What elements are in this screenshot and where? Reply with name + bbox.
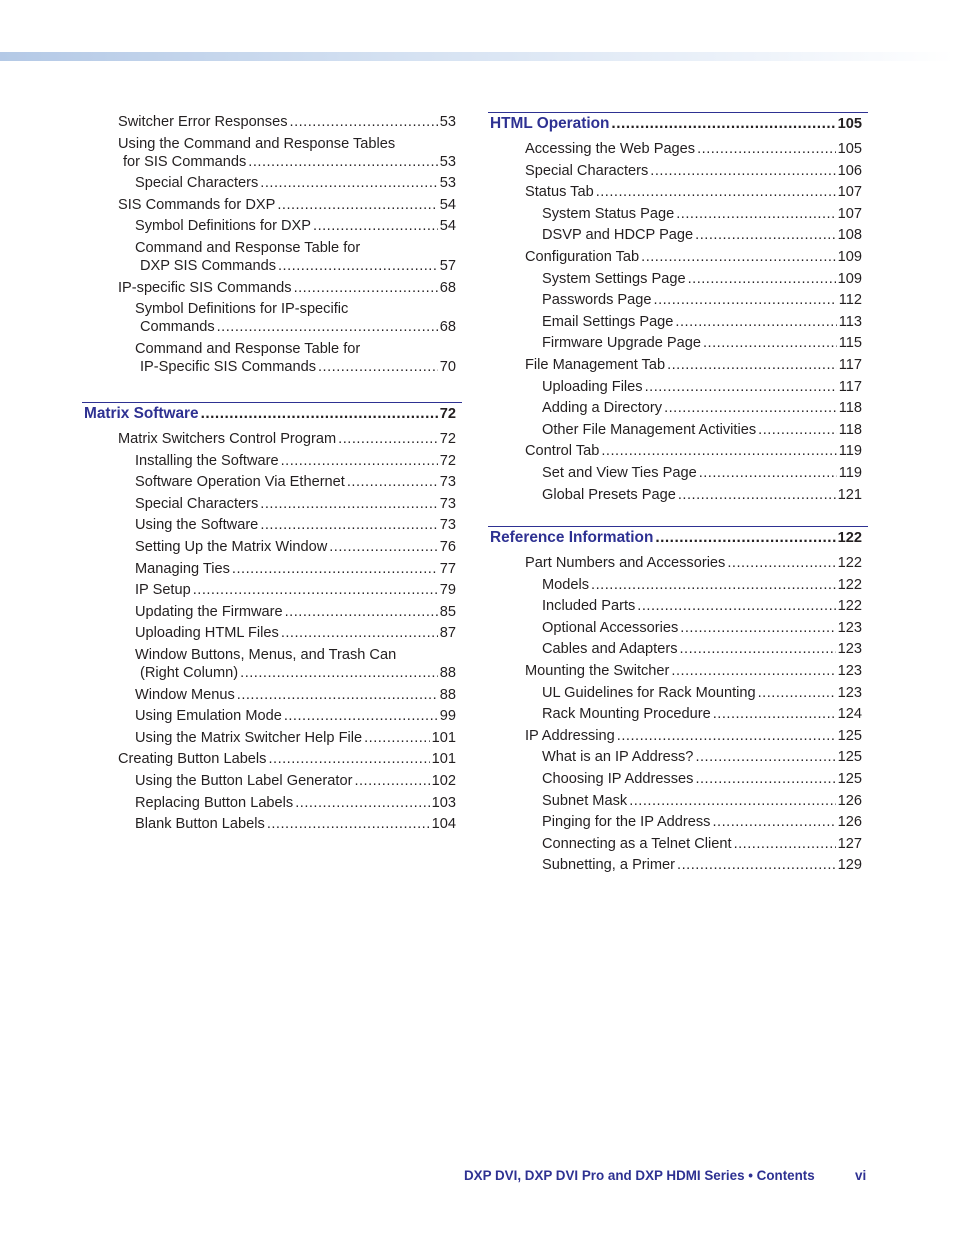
toc-entry[interactable] [542, 770, 862, 788]
toc-entry[interactable] [525, 162, 862, 180]
toc-page-number: 123 [837, 619, 862, 636]
toc-page-number: 68 [439, 319, 456, 336]
dot-leader [645, 378, 837, 396]
toc-page-number: 88 [439, 686, 456, 703]
dot-leader [734, 835, 836, 853]
toc-page-number: 119 [838, 465, 862, 481]
toc-page-number: 113 [838, 313, 862, 330]
dot-leader [232, 560, 438, 578]
toc-page-number: 54 [439, 196, 456, 213]
toc-page-number: 108 [837, 227, 862, 244]
toc-entry-title: Using the Software [135, 517, 259, 534]
toc-entry-title: IP-Specific SIS Commands [140, 358, 316, 375]
toc-page-number: 103 [431, 794, 456, 811]
dot-leader [699, 464, 837, 482]
toc-entry[interactable] [135, 452, 456, 470]
toc-page-number: 126 [837, 814, 862, 831]
toc-entry-title: Email Settings Page [542, 313, 674, 330]
toc-page-number: 57 [439, 258, 456, 274]
toc-page-number: 76 [439, 539, 456, 555]
toc-page-number: 115 [838, 335, 862, 352]
toc-entry-title: DSVP and HDCP Page [542, 227, 694, 244]
toc-page-number: 73 [439, 495, 456, 512]
dot-leader [248, 153, 437, 171]
toc-entry-title: Choosing IP Addresses [542, 771, 694, 787]
dot-leader [193, 581, 438, 599]
toc-entry-title: Status Tab [525, 184, 594, 201]
dot-leader [240, 664, 438, 682]
toc-entry[interactable] [542, 334, 862, 352]
dot-leader [671, 662, 835, 680]
dot-leader [277, 196, 437, 214]
toc-entry-title: Creating Button Labels [118, 751, 267, 768]
toc-entry[interactable] [135, 239, 456, 275]
toc-entry-title: Rack Mounting Procedure [542, 706, 711, 723]
dot-leader [601, 442, 836, 460]
dot-leader [680, 640, 836, 658]
toc-entry[interactable] [118, 135, 456, 171]
toc-entry-title: Window Buttons, Menus, and Trash Can [135, 647, 397, 663]
toc-entry-title: Using the Matrix Switcher Help File [135, 729, 363, 746]
toc-page-number: 109 [837, 249, 862, 265]
footer-title: DXP DVI, DXP DVI Pro and DXP HDMI Series • Contents [464, 1168, 815, 1183]
dot-leader [712, 813, 835, 831]
toc-entry-title: File Management Tab [525, 357, 666, 373]
toc-entry[interactable] [135, 473, 456, 491]
toc-page-number: 122 [837, 598, 862, 615]
toc-page-number: 70 [439, 358, 456, 375]
toc-entry-title: Mounting the Switcher [525, 663, 670, 679]
toc-page-number: 125 [837, 771, 862, 787]
dot-leader [596, 183, 836, 201]
toc-entry-title: Command and Response Table for [135, 240, 361, 256]
dot-leader [260, 495, 437, 513]
toc-entry-title: Pinging for the IP Address [542, 814, 711, 831]
toc-page-number: 121 [837, 486, 862, 503]
section-heading[interactable] [488, 112, 868, 133]
toc-page-number: 53 [439, 175, 456, 192]
toc-entry[interactable] [118, 279, 456, 297]
toc-entry[interactable] [525, 248, 862, 266]
toc-entry[interactable] [525, 442, 862, 460]
dot-leader [201, 405, 438, 423]
dot-leader [281, 452, 438, 470]
toc-page-number: 102 [431, 773, 456, 789]
toc-entry-title: Special Characters [525, 162, 649, 179]
toc-entry-title: Firmware Upgrade Page [542, 335, 701, 352]
dot-leader [688, 270, 836, 288]
toc-entry-title: Optional Accessories [542, 619, 679, 636]
toc-entry[interactable] [525, 356, 862, 374]
dot-leader [695, 770, 835, 788]
toc-page-number: 112 [838, 292, 862, 309]
dot-leader [697, 140, 836, 158]
toc-page-number: 79 [439, 582, 456, 599]
toc-entry[interactable] [135, 581, 456, 599]
dot-leader [654, 291, 837, 309]
toc-entry[interactable] [118, 196, 456, 214]
toc-page-number: 123 [837, 641, 862, 658]
section-page-number: 105 [837, 116, 862, 132]
dot-leader [591, 576, 836, 594]
toc-page-number: 118 [838, 421, 862, 438]
toc-entry-title: System Settings Page [542, 270, 686, 287]
toc-entry-title: Connecting as a Telnet Client [542, 835, 732, 852]
toc-entry-title: Global Presets Page [542, 486, 676, 503]
toc-entry[interactable] [542, 792, 862, 810]
section-heading[interactable] [488, 526, 868, 547]
toc-entry-title: Using Emulation Mode [135, 708, 282, 725]
toc-page-number: 73 [439, 517, 456, 534]
toc-page-number: 73 [439, 474, 456, 491]
toc-page-number: 72 [439, 452, 456, 469]
toc-entry-title: Adding a Directory [542, 400, 663, 417]
toc-entry[interactable] [542, 619, 862, 637]
toc-page-number: 101 [431, 729, 456, 746]
dot-leader [281, 624, 438, 642]
toc-entry-title: Included Parts [542, 598, 636, 615]
toc-entry-title: Updating the Firmware [135, 603, 283, 620]
toc-entry[interactable] [135, 217, 456, 235]
section-title: HTML Operation [490, 115, 610, 132]
dot-leader [347, 473, 438, 491]
toc-entry-title: Part Numbers and Accessories [525, 555, 726, 571]
toc-page-number: 122 [837, 576, 862, 593]
dot-leader [354, 772, 429, 790]
toc-entry[interactable] [542, 640, 862, 658]
toc-page-number: 129 [837, 857, 862, 874]
toc-entry[interactable] [542, 835, 862, 853]
toc-entry-title: Replacing Button Labels [135, 794, 294, 811]
toc-entry-title: Other File Management Activities [542, 421, 757, 438]
toc-page-number: 87 [439, 625, 456, 642]
toc-entry-title: Installing the Software [135, 452, 279, 469]
toc-entry-title: IP Setup [135, 582, 191, 599]
toc-page-number: 127 [837, 835, 862, 852]
dot-leader [278, 257, 438, 275]
toc-page-number: 105 [837, 141, 862, 157]
section-page-number: 72 [439, 406, 456, 422]
section-page-number: 122 [837, 530, 862, 546]
toc-entry-title: Blank Button Labels [135, 816, 265, 833]
toc-entry-title: Cables and Adapters [542, 641, 678, 658]
dot-leader [629, 792, 835, 810]
toc-entry[interactable] [542, 270, 862, 288]
toc-entry-title: Uploading Files [542, 378, 643, 395]
toc-page-number: 122 [837, 555, 862, 571]
toc-entry[interactable] [135, 495, 456, 513]
toc-entry-title: What is an IP Address? [542, 749, 694, 766]
toc-page-number: 88 [439, 665, 456, 681]
toc-entry[interactable] [135, 174, 456, 192]
toc-page-number: 53 [439, 153, 456, 170]
toc-page-number: 109 [837, 270, 862, 287]
toc-entry[interactable] [525, 554, 862, 572]
toc-page-number: 53 [439, 114, 456, 130]
toc-entry-title: DXP SIS Commands [140, 258, 276, 274]
toc-entry-title: Subnetting, a Primer [542, 857, 676, 874]
dot-leader [290, 113, 438, 131]
dot-leader [260, 516, 437, 534]
toc-page-number: 104 [431, 816, 456, 833]
dot-leader [267, 815, 430, 833]
toc-entry-title: Symbol Definitions for IP-specific [135, 301, 349, 318]
dot-leader [364, 729, 430, 747]
toc-page-number: 124 [837, 706, 862, 723]
dot-leader [650, 162, 835, 180]
toc-entry[interactable] [542, 464, 862, 482]
toc-entry-title: Set and View Ties Page [542, 465, 697, 481]
toc-entry[interactable] [542, 705, 862, 723]
dot-leader [318, 358, 438, 376]
dot-leader [217, 318, 438, 336]
toc-page-number: 107 [837, 184, 862, 201]
toc-page-number: 125 [837, 727, 862, 744]
dot-leader [641, 248, 836, 266]
toc-entry[interactable] [542, 291, 862, 309]
toc-page-number: 106 [837, 162, 862, 179]
dot-leader [758, 421, 837, 439]
toc-entry-title: Using the Button Label Generator [135, 773, 353, 789]
toc-entry[interactable] [525, 183, 862, 201]
dot-leader [655, 529, 835, 547]
toc-entry-title: for SIS Commands [123, 153, 247, 170]
toc-entry[interactable] [542, 748, 862, 766]
section-title: Reference Information [490, 529, 654, 546]
dot-leader [637, 597, 835, 615]
toc-entry[interactable] [542, 486, 862, 504]
toc-entry[interactable] [525, 662, 862, 680]
toc-entry[interactable] [542, 399, 862, 417]
toc-entry-title: Special Characters [135, 495, 259, 512]
toc-entry-title: Window Menus [135, 686, 235, 703]
toc-entry-title: Passwords Page [542, 292, 652, 309]
dot-leader [676, 205, 835, 223]
toc-entry-title: Uploading HTML Files [135, 625, 279, 642]
toc-entry-title: IP Addressing [525, 727, 615, 744]
toc-entry[interactable] [542, 813, 862, 831]
footer-page-number: vi [855, 1168, 867, 1183]
dot-leader [713, 705, 836, 723]
dot-leader [268, 750, 429, 768]
toc-page-number: 125 [837, 749, 862, 766]
toc-page-number: 117 [838, 378, 862, 395]
toc-page-number: 117 [838, 357, 862, 373]
toc-entry[interactable] [135, 646, 456, 682]
toc-entry[interactable] [542, 205, 862, 223]
toc-entry[interactable] [542, 378, 862, 396]
toc-entry[interactable] [135, 560, 456, 578]
toc-entry[interactable] [542, 226, 862, 244]
dot-leader [295, 794, 429, 812]
toc-entry-title: System Status Page [542, 205, 675, 222]
toc-entry[interactable] [135, 794, 456, 812]
toc-entry-title: Commands [140, 319, 215, 336]
toc-page-number: 68 [439, 279, 456, 296]
toc-entry-title: Using the Command and Response Tables [118, 135, 396, 152]
dot-leader [758, 684, 836, 702]
toc-entry[interactable] [135, 686, 456, 704]
toc-entry[interactable] [542, 421, 862, 439]
dot-leader [695, 748, 835, 766]
toc-page-number: 107 [837, 205, 862, 222]
toc-entry-title: Models [542, 576, 590, 593]
toc-entry-title: Switcher Error Responses [118, 114, 288, 130]
toc-entry[interactable] [135, 772, 456, 790]
toc-entry[interactable] [542, 576, 862, 594]
toc-page-number: 126 [837, 792, 862, 809]
toc-entry[interactable] [542, 684, 862, 702]
toc-entry[interactable] [542, 313, 862, 331]
dot-leader [294, 279, 438, 297]
toc-entry[interactable] [135, 538, 456, 556]
page-footer [464, 1168, 867, 1183]
toc-entry-title: IP-specific SIS Commands [118, 279, 292, 296]
toc-page-number: 54 [439, 218, 456, 235]
section-heading[interactable] [82, 402, 462, 423]
toc-page-number: 118 [838, 400, 862, 417]
toc-entry[interactable] [542, 856, 862, 874]
toc-entry-title: Matrix Switchers Control Program [118, 431, 337, 447]
dot-leader [675, 313, 836, 331]
dot-leader [703, 334, 837, 352]
toc-entry-title: Control Tab [525, 443, 600, 460]
toc-entry[interactable] [135, 516, 456, 534]
toc-entry[interactable] [542, 597, 862, 615]
toc-entry-title: SIS Commands for DXP [118, 196, 276, 213]
toc-entry[interactable] [135, 707, 456, 725]
toc-entry-title: Symbol Definitions for DXP [135, 218, 312, 235]
toc-entry[interactable] [135, 624, 456, 642]
toc-entry-title: Special Characters [135, 175, 259, 192]
toc-page-number: 123 [837, 663, 862, 679]
dot-leader [667, 356, 837, 374]
toc-entry[interactable] [135, 815, 456, 833]
toc-entry-title: (Right Column) [140, 665, 239, 681]
toc-entry[interactable] [118, 750, 456, 768]
toc-entry-title: Software Operation Via Ethernet [135, 474, 345, 491]
toc-entry-title: Accessing the Web Pages [525, 141, 696, 157]
dot-leader [678, 486, 836, 504]
dot-leader [695, 226, 835, 244]
toc-entry-title: Managing Ties [135, 560, 230, 577]
toc-entry[interactable] [118, 113, 456, 131]
toc-entry-title: Setting Up the Matrix Window [135, 539, 328, 555]
dot-leader [617, 727, 836, 745]
toc-page-number: 72 [439, 431, 456, 447]
toc-entry[interactable] [135, 300, 456, 336]
dot-leader [260, 174, 437, 192]
header-gradient-bar [0, 52, 954, 61]
dot-leader [677, 856, 836, 874]
toc-page-number: 123 [837, 684, 862, 701]
dot-leader [664, 399, 837, 417]
toc-entry-title: Command and Response Table for [135, 340, 361, 357]
dot-leader [329, 538, 438, 556]
toc-entry-title: UL Guidelines for Rack Mounting [542, 684, 756, 701]
dot-leader [284, 707, 438, 725]
dot-leader [285, 603, 438, 621]
toc-entry[interactable] [525, 140, 862, 158]
dot-leader [338, 430, 438, 448]
toc-page-number: 101 [431, 751, 456, 768]
toc-entry[interactable] [135, 729, 456, 747]
toc-entry-title: Configuration Tab [525, 249, 640, 265]
section-title: Matrix Software [84, 405, 199, 422]
toc-entry[interactable] [525, 727, 862, 745]
toc-page-number: 119 [838, 443, 862, 460]
toc-entry[interactable] [135, 603, 456, 621]
dot-leader [313, 217, 438, 235]
toc-entry[interactable] [118, 430, 456, 448]
dot-leader [727, 554, 835, 572]
dot-leader [237, 686, 438, 704]
toc-page-number: 85 [439, 603, 456, 620]
dot-leader [611, 115, 835, 133]
toc-page-number: 77 [439, 560, 456, 577]
toc-entry-title: Subnet Mask [542, 792, 628, 809]
toc-entry[interactable] [135, 340, 456, 376]
toc-page-number: 99 [439, 708, 456, 725]
dot-leader [680, 619, 835, 637]
